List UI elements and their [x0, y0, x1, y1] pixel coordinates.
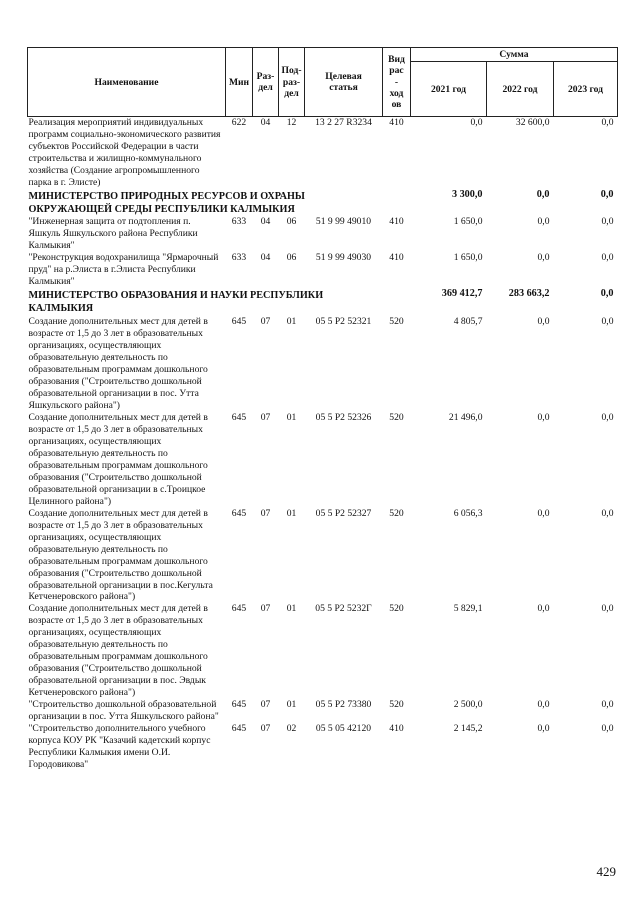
- cell-2022: 283 663,2: [508, 288, 550, 300]
- header-razdel: Раз- дел: [253, 48, 279, 117]
- cell-name: Создание дополнительных мест для детей в возрасте от 1,5 до 3 лет в образовательных организациях, осуществляющих образовательную деятельность по образовательным программам дошкольного образования ("Строительство дошкольной образовательной организации в пос. Утта Яшкульского района"): [28, 315, 208, 411]
- cell-target: 05 5 P2 52327: [315, 507, 372, 519]
- cell-2021: 6 056,3: [453, 507, 483, 519]
- table-row: [28, 603, 618, 699]
- cell-2023: 0,0: [601, 411, 614, 423]
- cell-name: МИНИСТЕРСТВО ОБРАЗОВАНИЯ И НАУКИ РЕСПУБЛИКИ КАЛМЫКИЯ: [28, 290, 324, 315]
- cell-2023: 0,0: [600, 188, 614, 200]
- cell-razdel: 07: [260, 723, 271, 735]
- cell-min: 645: [231, 699, 247, 711]
- cell-2022: 0,0: [537, 315, 550, 327]
- cell-name: Реализация мероприятий индивидуальных программ социально-экономического развития субъектов Российской Федерации в части строительства и жилищно-коммунального хозяйства (Создание агропромышленного парка в г. Элисте): [28, 117, 221, 188]
- cell-podrazdel: 06: [286, 252, 297, 264]
- cell-2022: 0,0: [537, 252, 550, 264]
- cell-min: 622: [231, 117, 247, 129]
- table-row: [28, 117, 618, 189]
- cell-2022: 0,0: [537, 699, 550, 711]
- table-body: [28, 117, 618, 772]
- cell-name: "Строительство дополнительного учебного корпуса КОУ РК "Казачий кадетский корпус Республики Калмыкия имени О.И. Городовикова": [28, 723, 211, 771]
- header-min: Мин: [226, 48, 253, 117]
- table-row: [28, 412, 618, 508]
- cell-vid: 410: [389, 723, 404, 735]
- ministry-row: [28, 288, 618, 316]
- cell-vid: 410: [389, 252, 404, 264]
- cell-2023: 0,0: [601, 507, 614, 519]
- cell-2022: 32 600,0: [515, 117, 550, 129]
- cell-razdel: 04: [260, 216, 271, 228]
- budget-table: [27, 47, 618, 771]
- cell-vid: 520: [389, 315, 404, 327]
- cell-podrazdel: 12: [286, 117, 297, 129]
- cell-podrazdel: 01: [286, 411, 297, 423]
- cell-podrazdel: 01: [286, 603, 297, 615]
- header-2022: 2022 год: [487, 62, 554, 117]
- cell-razdel: 04: [260, 117, 271, 129]
- header-name: Наименование: [28, 48, 226, 117]
- cell-name: МИНИСТЕРСТВО ПРИРОДНЫХ РЕСУРСОВ И ОХРАНЫ ОКРУЖАЮЩЕЙ СРЕДЫ РЕСПУБЛИКИ КАЛМЫКИЯ: [28, 190, 305, 215]
- cell-razdel: 07: [260, 507, 271, 519]
- cell-name: "Инженерная защита от подтопления п. Яшкуль Яшкульского района Республики Калмыкия": [28, 216, 198, 252]
- cell-2021: 2 145,2: [453, 723, 483, 735]
- cell-2022: 0,0: [537, 507, 550, 519]
- cell-2023: 0,0: [601, 315, 614, 327]
- cell-name: "Реконструкция водохранилища "Ярмарочный пруд" на р.Элиста в г.Элиста Республики Калмыкия": [28, 252, 219, 288]
- cell-2022: 0,0: [537, 216, 550, 228]
- cell-2023: 0,0: [601, 603, 614, 615]
- cell-target: 51 9 99 49030: [315, 252, 372, 264]
- cell-razdel: 07: [260, 315, 271, 327]
- cell-2021: 3 300,0: [451, 188, 483, 200]
- table-row: [28, 508, 618, 604]
- header-2021: 2021 год: [411, 62, 487, 117]
- cell-2022: 0,0: [537, 411, 550, 423]
- cell-razdel: 07: [260, 699, 271, 711]
- header-target: Целевая статья: [305, 48, 383, 117]
- cell-name: Создание дополнительных мест для детей в возрасте от 1,5 до 3 лет в образовательных организациях, осуществляющих образовательную деятельность по образовательным программам дошкольного образования ("Строительство дошкольной образовательной организации в пос. Эвдык Кетченеровского района"): [28, 603, 208, 699]
- cell-2021: 5 829,1: [453, 603, 483, 615]
- cell-razdel: 07: [260, 411, 271, 423]
- header-2023: 2023 год: [554, 62, 618, 117]
- cell-vid: 520: [389, 507, 404, 519]
- cell-2023: 0,0: [601, 252, 614, 264]
- table-row: [28, 699, 618, 723]
- cell-vid: 410: [389, 117, 404, 129]
- cell-podrazdel: 01: [286, 699, 297, 711]
- page-number: 429: [596, 864, 616, 879]
- cell-min: 633: [231, 216, 247, 228]
- cell-2023: 0,0: [601, 216, 614, 228]
- cell-podrazdel: 06: [286, 216, 297, 228]
- ministry-row: [28, 189, 618, 217]
- cell-target: 05 5 P2 52326: [315, 411, 372, 423]
- cell-target: 05 5 05 42120: [315, 723, 372, 735]
- cell-2021: 369 412,7: [441, 288, 483, 300]
- cell-vid: 520: [389, 603, 404, 615]
- cell-2021: 21 496,0: [448, 411, 483, 423]
- cell-vid: 520: [389, 411, 404, 423]
- cell-target: 05 5 P2 73380: [315, 699, 372, 711]
- cell-vid: 520: [389, 699, 404, 711]
- table-row: [28, 723, 618, 771]
- cell-2021: 0,0: [470, 117, 483, 129]
- cell-2021: 1 650,0: [453, 216, 483, 228]
- cell-name: Создание дополнительных мест для детей в возрасте от 1,5 до 3 лет в образовательных организациях, осуществляющих образовательную деятельность по образовательным программам дошкольного образования ("Строительство дошкольной образовательной организации в пос.Кегульта Кетченеровского района"): [28, 507, 213, 603]
- cell-razdel: 04: [260, 252, 271, 264]
- cell-min: 645: [231, 315, 247, 327]
- cell-2022: 0,0: [536, 188, 550, 200]
- cell-min: 633: [231, 252, 247, 264]
- cell-2023: 0,0: [601, 117, 614, 129]
- cell-target: 05 5 P2 5232Г: [315, 603, 372, 615]
- cell-podrazdel: 02: [286, 723, 297, 735]
- cell-name: Создание дополнительных мест для детей в возрасте от 1,5 до 3 лет в образовательных организациях, осуществляющих образовательную деятельность по образовательным программам дошкольного образования ("Строительство дошкольной образовательной организации в с.Троицкое Целинного района"): [28, 411, 208, 507]
- cell-target: 51 9 99 49010: [315, 216, 372, 228]
- cell-2022: 0,0: [537, 723, 550, 735]
- cell-name: "Строительство дошкольной образовательной организации в пос. Утта Яшкульского района": [28, 699, 219, 723]
- table-row: [28, 216, 618, 252]
- header-podrazdel: Под- раз- дел: [279, 48, 305, 117]
- cell-min: 645: [231, 723, 247, 735]
- cell-2021: 4 805,7: [453, 315, 483, 327]
- cell-razdel: 07: [260, 603, 271, 615]
- cell-2023: 0,0: [601, 699, 614, 711]
- header-vid: Вид рас - ход ов: [383, 48, 411, 117]
- table-header: [28, 48, 618, 117]
- cell-min: 645: [231, 603, 247, 615]
- table-row: [28, 252, 618, 288]
- cell-min: 645: [231, 411, 247, 423]
- cell-target: 13 2 27 R3234: [315, 117, 372, 129]
- cell-2023: 0,0: [600, 288, 614, 300]
- cell-podrazdel: 01: [286, 507, 297, 519]
- cell-2022: 0,0: [537, 603, 550, 615]
- cell-vid: 410: [389, 216, 404, 228]
- cell-2021: 1 650,0: [453, 252, 483, 264]
- cell-2021: 2 500,0: [453, 699, 483, 711]
- cell-podrazdel: 01: [286, 315, 297, 327]
- cell-target: 05 5 P2 52321: [315, 315, 372, 327]
- table-row: [28, 316, 618, 412]
- header-sum: Сумма: [411, 48, 618, 62]
- cell-2023: 0,0: [601, 723, 614, 735]
- cell-min: 645: [231, 507, 247, 519]
